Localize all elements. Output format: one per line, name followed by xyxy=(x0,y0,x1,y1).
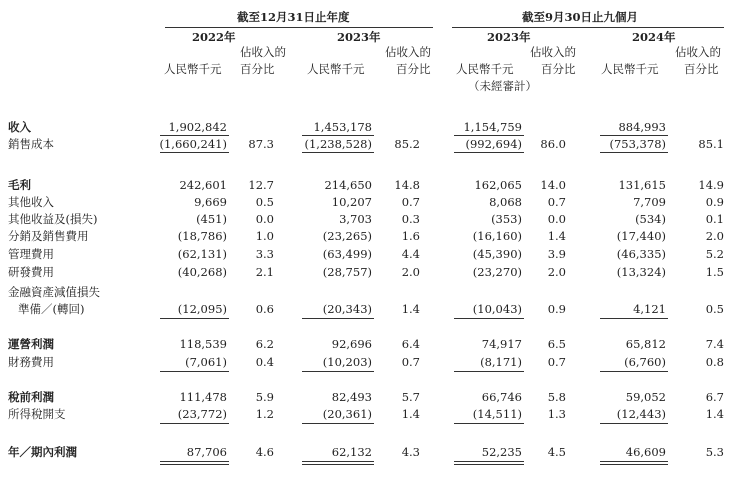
percent-cell: 2.0 xyxy=(705,229,724,243)
subtotal-rule xyxy=(302,152,374,153)
amount-cell: 214,650 xyxy=(324,178,372,192)
percent-cell: 6.7 xyxy=(705,390,724,404)
group-underline-nine-months xyxy=(452,27,724,28)
percent-cell: 1.0 xyxy=(255,229,274,243)
amount-cell: 118,539 xyxy=(179,337,227,351)
percent-cell: 5.3 xyxy=(705,445,724,459)
amount-cell: 46,609 xyxy=(625,445,666,459)
amount-cell: (8,171) xyxy=(480,355,522,369)
subtotal-rule xyxy=(454,135,524,136)
percent-cell: 7.4 xyxy=(705,337,724,351)
total-double-rule xyxy=(302,464,374,465)
percent-cell: 6.4 xyxy=(401,337,420,351)
percent-cell: 0.9 xyxy=(547,302,566,316)
subtotal-rule xyxy=(302,318,374,319)
amount-cell: (10,043) xyxy=(472,302,522,316)
pct-header-line1: 佔收入的 xyxy=(385,45,431,59)
row-label: 年／期內利潤 xyxy=(8,445,77,459)
year-header: 2023年 xyxy=(487,30,531,44)
percent-cell: 0.0 xyxy=(547,212,566,226)
amount-cell: 1,453,178 xyxy=(313,120,372,134)
total-double-rule xyxy=(600,461,668,462)
percent-cell: 87.3 xyxy=(248,137,274,151)
subtotal-rule xyxy=(600,152,668,153)
subtotal-rule xyxy=(302,423,374,424)
amount-cell: 162,065 xyxy=(474,178,522,192)
amount-cell: (13,324) xyxy=(616,265,666,279)
amount-cell: (534) xyxy=(635,212,666,226)
percent-cell: 0.6 xyxy=(255,302,274,316)
percent-cell: 0.8 xyxy=(705,355,724,369)
subtotal-rule xyxy=(600,318,668,319)
subtotal-rule xyxy=(302,371,374,372)
percent-cell: 1.4 xyxy=(547,229,566,243)
amount-cell: (10,203) xyxy=(322,355,372,369)
amount-cell: 82,493 xyxy=(331,390,372,404)
amount-header: 人民幣千元 xyxy=(164,62,222,76)
amount-header: 人民幣千元 xyxy=(307,62,365,76)
total-double-rule xyxy=(454,461,524,462)
group-header-nine-months: 截至9月30日止九個月 xyxy=(522,10,639,24)
year-header: 2024年 xyxy=(632,30,676,44)
row-label: 金融資產減值損失 xyxy=(8,285,100,299)
percent-cell: 0.9 xyxy=(705,195,724,209)
total-double-rule xyxy=(160,461,229,462)
amount-cell: (46,335) xyxy=(616,247,666,261)
percent-cell: 4.6 xyxy=(255,445,274,459)
subtotal-rule xyxy=(600,371,668,372)
amount-cell: (20,343) xyxy=(322,302,372,316)
percent-cell: 2.0 xyxy=(547,265,566,279)
percent-cell: 4.3 xyxy=(401,445,420,459)
subtotal-rule xyxy=(600,135,668,136)
percent-cell: 0.7 xyxy=(547,195,566,209)
amount-cell: (14,511) xyxy=(472,407,522,421)
amount-cell: (40,268) xyxy=(177,265,227,279)
total-double-rule xyxy=(160,464,229,465)
percent-cell: 6.5 xyxy=(547,337,566,351)
amount-cell: 3,703 xyxy=(339,212,372,226)
percent-cell: 0.3 xyxy=(401,212,420,226)
percent-cell: 14.8 xyxy=(394,178,420,192)
subtotal-rule xyxy=(454,371,524,372)
amount-cell: (1,660,241) xyxy=(159,137,227,151)
group-underline-full-year xyxy=(165,27,433,28)
amount-cell: 4,121 xyxy=(633,302,666,316)
percent-cell: 6.2 xyxy=(255,337,274,351)
row-label: 運營利潤 xyxy=(8,337,54,351)
pct-header-line2: 百分比 xyxy=(240,62,275,76)
row-label-cont: 準備／(轉回) xyxy=(18,302,85,316)
total-double-rule xyxy=(302,461,374,462)
percent-cell: 12.7 xyxy=(248,178,274,192)
subtotal-rule xyxy=(160,135,229,136)
subtotal-rule xyxy=(160,152,229,153)
pct-header-line2: 百分比 xyxy=(684,62,719,76)
percent-cell: 4.4 xyxy=(401,247,420,261)
percent-cell: 85.2 xyxy=(394,137,420,151)
percent-cell: 5.8 xyxy=(547,390,566,404)
amount-cell: (1,238,528) xyxy=(304,137,372,151)
percent-cell: 14.9 xyxy=(698,178,724,192)
subtotal-rule xyxy=(160,371,229,372)
amount-cell: (63,499) xyxy=(322,247,372,261)
row-label: 其他收入 xyxy=(8,195,54,209)
subtotal-rule xyxy=(160,423,229,424)
percent-cell: 0.5 xyxy=(705,302,724,316)
amount-cell: (992,694) xyxy=(465,137,522,151)
percent-cell: 1.3 xyxy=(547,407,566,421)
amount-cell: 52,235 xyxy=(481,445,522,459)
pct-header-line1: 佔收入的 xyxy=(240,45,286,59)
row-label: 收入 xyxy=(8,120,31,134)
amount-cell: (16,160) xyxy=(472,229,522,243)
amount-cell: (18,786) xyxy=(177,229,227,243)
amount-cell: 1,154,759 xyxy=(463,120,522,134)
pct-header-line1: 佔收入的 xyxy=(530,45,576,59)
percent-cell: 1.5 xyxy=(705,265,724,279)
subtotal-rule xyxy=(160,318,229,319)
amount-cell: (23,772) xyxy=(177,407,227,421)
amount-cell: 74,917 xyxy=(481,337,522,351)
amount-cell: 111,478 xyxy=(179,390,227,404)
percent-cell: 0.1 xyxy=(705,212,724,226)
percent-cell: 3.3 xyxy=(255,247,274,261)
percent-cell: 86.0 xyxy=(540,137,566,151)
percent-cell: 0.4 xyxy=(255,355,274,369)
amount-cell: (753,378) xyxy=(609,137,666,151)
amount-cell: (12,443) xyxy=(616,407,666,421)
amount-cell: (62,131) xyxy=(177,247,227,261)
amount-cell: 131,615 xyxy=(618,178,666,192)
total-double-rule xyxy=(454,464,524,465)
amount-cell: 9,669 xyxy=(194,195,227,209)
row-label: 管理費用 xyxy=(8,247,54,261)
percent-cell: 4.5 xyxy=(547,445,566,459)
percent-cell: 1.2 xyxy=(255,407,274,421)
percent-cell: 14.0 xyxy=(540,178,566,192)
amount-cell: (45,390) xyxy=(472,247,522,261)
amount-cell: (12,095) xyxy=(177,302,227,316)
amount-cell: (20,361) xyxy=(322,407,372,421)
total-double-rule xyxy=(600,464,668,465)
amount-cell: 1,902,842 xyxy=(168,120,227,134)
pct-header-line1: 佔收入的 xyxy=(675,45,721,59)
amount-header: 人民幣千元 xyxy=(601,62,659,76)
amount-cell: (7,061) xyxy=(185,355,227,369)
row-label: 毛利 xyxy=(8,178,31,192)
amount-cell: 7,709 xyxy=(633,195,666,209)
amount-cell: (23,270) xyxy=(472,265,522,279)
subtotal-rule xyxy=(454,152,524,153)
percent-cell: 1.4 xyxy=(705,407,724,421)
amount-cell: 8,068 xyxy=(489,195,522,209)
percent-cell: 2.1 xyxy=(255,265,274,279)
group-header-full-year: 截至12月31日止年度 xyxy=(237,10,350,24)
percent-cell: 0.7 xyxy=(401,355,420,369)
percent-cell: 2.0 xyxy=(401,265,420,279)
percent-cell: 0.0 xyxy=(255,212,274,226)
subtotal-rule xyxy=(600,423,668,424)
subtotal-rule xyxy=(302,135,374,136)
year-header: 2023年 xyxy=(337,30,381,44)
amount-cell: 87,706 xyxy=(186,445,227,459)
row-label: 稅前利潤 xyxy=(8,390,54,404)
amount-cell: 242,601 xyxy=(179,178,227,192)
percent-cell: 0.7 xyxy=(401,195,420,209)
amount-cell: (17,440) xyxy=(616,229,666,243)
amount-cell: 66,746 xyxy=(481,390,522,404)
percent-cell: 1.4 xyxy=(401,302,420,316)
percent-cell: 85.1 xyxy=(698,137,724,151)
percent-cell: 0.7 xyxy=(547,355,566,369)
row-label: 銷售成本 xyxy=(8,137,54,151)
amount-cell: 92,696 xyxy=(331,337,372,351)
amount-header: 人民幣千元 xyxy=(456,62,514,76)
percent-cell: 0.5 xyxy=(255,195,274,209)
amount-cell: (6,760) xyxy=(624,355,666,369)
subtotal-rule xyxy=(454,318,524,319)
amount-cell: 59,052 xyxy=(625,390,666,404)
percent-cell: 5.7 xyxy=(401,390,420,404)
amount-cell: 884,993 xyxy=(618,120,666,134)
pct-header-line2: 百分比 xyxy=(396,62,431,76)
amount-cell: 10,207 xyxy=(331,195,372,209)
amount-cell: (353) xyxy=(491,212,522,226)
pct-header-line2: 百分比 xyxy=(541,62,576,76)
percent-cell: 5.9 xyxy=(255,390,274,404)
year-header: 2022年 xyxy=(192,30,236,44)
percent-cell: 1.6 xyxy=(401,229,420,243)
amount-cell: (23,265) xyxy=(322,229,372,243)
subtotal-rule xyxy=(454,423,524,424)
amount-cell: 65,812 xyxy=(625,337,666,351)
unaudited-note: （未經審計） xyxy=(468,79,537,93)
row-label: 分銷及銷售費用 xyxy=(8,229,89,243)
row-label: 其他收益及(損失) xyxy=(8,212,98,226)
row-label: 財務費用 xyxy=(8,355,54,369)
percent-cell: 1.4 xyxy=(401,407,420,421)
row-label: 所得稅開支 xyxy=(8,407,66,421)
row-label: 研發費用 xyxy=(8,265,54,279)
amount-cell: (451) xyxy=(196,212,227,226)
percent-cell: 5.2 xyxy=(705,247,724,261)
amount-cell: 62,132 xyxy=(331,445,372,459)
amount-cell: (28,757) xyxy=(322,265,372,279)
percent-cell: 3.9 xyxy=(547,247,566,261)
